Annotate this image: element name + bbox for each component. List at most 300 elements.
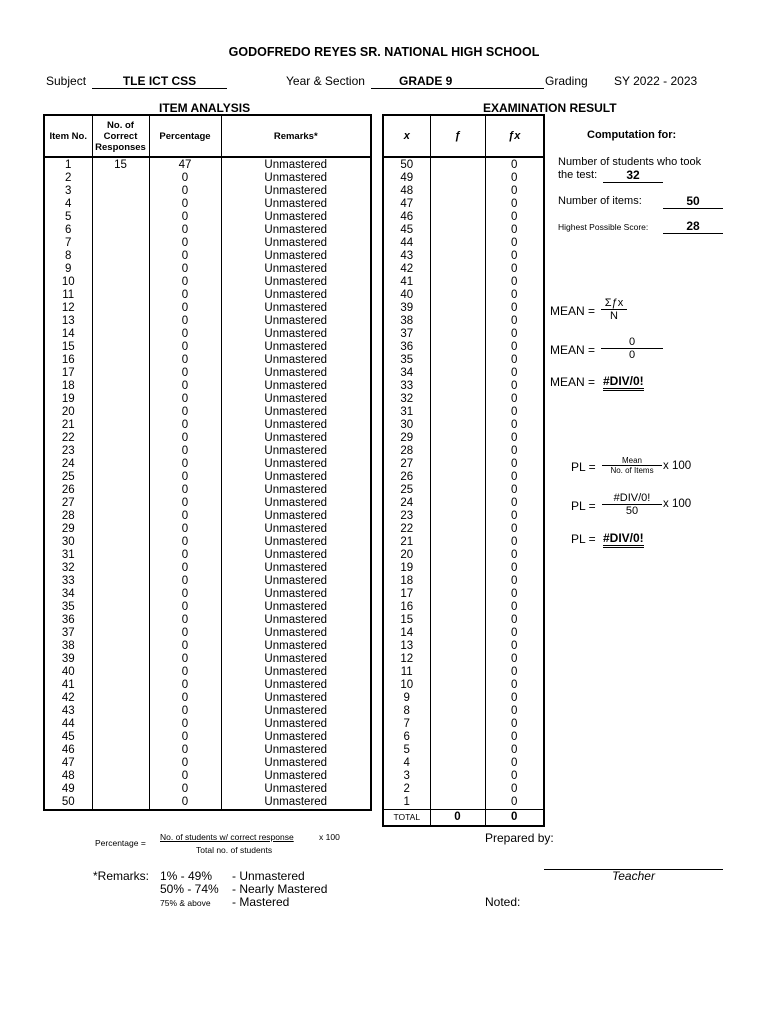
mean-formula-num: Σƒx: [601, 297, 627, 310]
table-row: [383, 510, 544, 523]
fx-cell: 0: [485, 224, 544, 237]
item-no-cell: 28: [44, 510, 92, 523]
item-no-cell: 14: [44, 328, 92, 341]
remarks-cell: Unmastered: [221, 653, 371, 666]
percentage-cell: 0: [149, 653, 221, 666]
fx-cell: 0: [485, 263, 544, 276]
item-no-cell: 3: [44, 185, 92, 198]
subject-value: TLE ICT CSS: [92, 74, 227, 89]
item-no-cell: 38: [44, 640, 92, 653]
f-cell: [430, 237, 485, 250]
table-row: [383, 354, 544, 367]
percentage-den: Total no. of students: [196, 845, 273, 855]
table-row: [44, 705, 371, 718]
x-cell: 36: [383, 341, 430, 354]
percentage-cell: 0: [149, 289, 221, 302]
correct-responses-cell: [92, 185, 149, 198]
item-no-cell: 5: [44, 211, 92, 224]
remarks-cell: Unmastered: [221, 731, 371, 744]
remarks-cell: Unmastered: [221, 770, 371, 783]
table-row: [44, 328, 371, 341]
remarks-cell: Unmastered: [221, 354, 371, 367]
fx-cell: 0: [485, 770, 544, 783]
f-cell: [430, 666, 485, 679]
fx-cell: 0: [485, 185, 544, 198]
table-row: [383, 757, 544, 770]
fx-cell: 0: [485, 289, 544, 302]
item-no-cell: 39: [44, 653, 92, 666]
legend-label-1: - Unmastered: [232, 869, 305, 883]
item-no-cell: 16: [44, 354, 92, 367]
table-row: [383, 497, 544, 510]
remarks-cell: Unmastered: [221, 796, 371, 810]
f-cell: [430, 497, 485, 510]
correct-responses-cell: [92, 679, 149, 692]
table-row: [383, 679, 544, 692]
table-row: [44, 575, 371, 588]
remarks-cell: Unmastered: [221, 627, 371, 640]
f-cell: [430, 536, 485, 549]
f-cell: [430, 471, 485, 484]
correct-responses-cell: [92, 705, 149, 718]
x-cell: 18: [383, 575, 430, 588]
legend-range-1: 1% - 49%: [160, 869, 213, 883]
percentage-cell: 0: [149, 432, 221, 445]
correct-responses-cell: [92, 341, 149, 354]
students-label-1: Number of students who took: [558, 156, 702, 168]
table-row: [383, 653, 544, 666]
fx-cell: 0: [485, 601, 544, 614]
table-row: [383, 380, 544, 393]
table-row: [44, 783, 371, 796]
fx-cell: 0: [485, 744, 544, 757]
table-row: [383, 601, 544, 614]
remarks-cell: Unmastered: [221, 276, 371, 289]
fx-cell: 0: [485, 614, 544, 627]
x-cell: 2: [383, 783, 430, 796]
x-cell: 12: [383, 653, 430, 666]
remarks-cell: Unmastered: [221, 484, 371, 497]
item-no-cell: 35: [44, 601, 92, 614]
correct-responses-cell: [92, 575, 149, 588]
percentage-cell: 0: [149, 549, 221, 562]
f-cell: [430, 575, 485, 588]
x-cell: 31: [383, 406, 430, 419]
percentage-cell: 0: [149, 588, 221, 601]
percentage-cell: 0: [149, 185, 221, 198]
students-value: 32: [603, 168, 663, 183]
correct-responses-cell: [92, 445, 149, 458]
x-cell: 41: [383, 276, 430, 289]
percentage-cell: 0: [149, 458, 221, 471]
f-cell: [430, 419, 485, 432]
percentage-cell: 0: [149, 380, 221, 393]
fx-cell: 0: [485, 380, 544, 393]
f-cell: [430, 640, 485, 653]
correct-responses-cell: [92, 510, 149, 523]
x-cell: 14: [383, 627, 430, 640]
item-no-cell: 8: [44, 250, 92, 263]
fx-cell: 0: [485, 445, 544, 458]
remarks-cell: Unmastered: [221, 679, 371, 692]
correct-responses-cell: [92, 289, 149, 302]
table-row: [383, 783, 544, 796]
fx-cell: 0: [485, 692, 544, 705]
item-no-cell: 31: [44, 549, 92, 562]
item-no-cell: 19: [44, 393, 92, 406]
fx-cell: 0: [485, 575, 544, 588]
percentage-cell: 0: [149, 341, 221, 354]
percentage-cell: 0: [149, 718, 221, 731]
table-row: [44, 315, 371, 328]
x-cell: 49: [383, 172, 430, 185]
percentage-times: x 100: [319, 832, 340, 842]
remarks-cell: Unmastered: [221, 549, 371, 562]
item-no-cell: 45: [44, 731, 92, 744]
percentage-cell: 0: [149, 263, 221, 276]
f-cell: [430, 393, 485, 406]
correct-responses-cell: 15: [92, 157, 149, 172]
correct-responses-cell: [92, 783, 149, 796]
item-no-cell: 47: [44, 757, 92, 770]
table-row: [383, 341, 544, 354]
remarks-cell: Unmastered: [221, 536, 371, 549]
x-cell: 6: [383, 731, 430, 744]
table-row: [383, 302, 544, 315]
mean-formula-den: N: [610, 310, 618, 322]
pl-result: #DIV/0!: [603, 531, 644, 548]
mean-label-2: MEAN =: [550, 343, 596, 357]
correct-responses-cell: [92, 614, 149, 627]
table-row: [44, 796, 371, 810]
fx-cell: 0: [485, 783, 544, 796]
table-row: [44, 250, 371, 263]
item-no-cell: 11: [44, 289, 92, 302]
table-row: [383, 157, 544, 172]
f-cell: [430, 627, 485, 640]
item-no-cell: 49: [44, 783, 92, 796]
f-cell: [430, 172, 485, 185]
remarks-cell: Unmastered: [221, 432, 371, 445]
table-row: [44, 510, 371, 523]
f-cell: [430, 757, 485, 770]
table-row: [44, 640, 371, 653]
students-label-2: the test:: [558, 169, 598, 181]
remarks-label: *Remarks:: [93, 869, 150, 883]
x-cell: 20: [383, 549, 430, 562]
correct-responses-cell: [92, 224, 149, 237]
remarks-cell: Unmastered: [221, 692, 371, 705]
remarks-cell: Unmastered: [221, 744, 371, 757]
item-no-cell: 6: [44, 224, 92, 237]
x-cell: 30: [383, 419, 430, 432]
table-row: [383, 588, 544, 601]
item-no-cell: 30: [44, 536, 92, 549]
table-row: [383, 172, 544, 185]
table-row: [383, 523, 544, 536]
x-cell: 9: [383, 692, 430, 705]
mean-num: 0: [601, 336, 663, 349]
table-row: [44, 211, 371, 224]
item-no-cell: 15: [44, 341, 92, 354]
fx-cell: 0: [485, 666, 544, 679]
item-no-cell: 26: [44, 484, 92, 497]
table-row: [383, 406, 544, 419]
table-row: [383, 562, 544, 575]
table-row: [383, 250, 544, 263]
remarks-cell: Unmastered: [221, 562, 371, 575]
remarks-cell: Unmastered: [221, 302, 371, 315]
x-cell: 17: [383, 588, 430, 601]
table-row: [383, 328, 544, 341]
x-cell: 5: [383, 744, 430, 757]
col-correct-responses: No. of Correct Responses: [92, 115, 149, 157]
remarks-cell: Unmastered: [221, 705, 371, 718]
table-row: [44, 419, 371, 432]
x-cell: 24: [383, 497, 430, 510]
table-row: [44, 172, 371, 185]
f-cell: [430, 562, 485, 575]
table-row: [44, 185, 371, 198]
remarks-cell: Unmastered: [221, 341, 371, 354]
percentage-cell: 0: [149, 302, 221, 315]
mean-den: 0: [628, 349, 636, 361]
fx-cell: 0: [485, 198, 544, 211]
correct-responses-cell: [92, 432, 149, 445]
remarks-cell: Unmastered: [221, 497, 371, 510]
fx-cell: 0: [485, 315, 544, 328]
percentage-cell: 0: [149, 523, 221, 536]
f-cell: [430, 705, 485, 718]
item-no-cell: 46: [44, 744, 92, 757]
x-cell: 39: [383, 302, 430, 315]
f-cell: [430, 250, 485, 263]
f-cell: [430, 302, 485, 315]
table-row: [383, 211, 544, 224]
exam-result-title: EXAMINATION RESULT: [483, 101, 617, 115]
x-cell: 1: [383, 796, 430, 810]
mean-label-3: MEAN =: [550, 375, 596, 389]
hps-label: Highest Possible Score:: [558, 222, 649, 232]
pl-num: #DIV/0!: [602, 492, 662, 505]
remarks-cell: Unmastered: [221, 523, 371, 536]
total-f: 0: [430, 810, 485, 827]
table-row: [383, 276, 544, 289]
percentage-cell: 0: [149, 536, 221, 549]
f-cell: [430, 692, 485, 705]
table-row: [383, 432, 544, 445]
table-row: [44, 718, 371, 731]
percentage-cell: 0: [149, 666, 221, 679]
items-value: 50: [663, 194, 723, 209]
percentage-cell: 0: [149, 692, 221, 705]
item-no-cell: 23: [44, 445, 92, 458]
hps-value: 28: [663, 219, 723, 234]
f-cell: [430, 783, 485, 796]
correct-responses-cell: [92, 393, 149, 406]
fx-cell: 0: [485, 157, 544, 172]
x-cell: 25: [383, 484, 430, 497]
fx-cell: 0: [485, 705, 544, 718]
remarks-cell: Unmastered: [221, 406, 371, 419]
f-cell: [430, 276, 485, 289]
fx-cell: 0: [485, 588, 544, 601]
table-row: [383, 536, 544, 549]
remarks-cell: Unmastered: [221, 666, 371, 679]
correct-responses-cell: [92, 562, 149, 575]
percentage-cell: 0: [149, 640, 221, 653]
f-cell: [430, 328, 485, 341]
mean-formula: [601, 297, 627, 322]
correct-responses-cell: [92, 380, 149, 393]
remarks-cell: Unmastered: [221, 393, 371, 406]
f-cell: [430, 796, 485, 810]
item-no-cell: 10: [44, 276, 92, 289]
legend-label-3: - Mastered: [232, 895, 290, 909]
correct-responses-cell: [92, 731, 149, 744]
item-no-cell: 32: [44, 562, 92, 575]
f-cell: [430, 263, 485, 276]
school-year: SY 2022 - 2023: [614, 74, 698, 88]
correct-responses-cell: [92, 458, 149, 471]
item-no-cell: 17: [44, 367, 92, 380]
table-row: [383, 198, 544, 211]
f-cell: [430, 718, 485, 731]
correct-responses-cell: [92, 536, 149, 549]
fx-cell: 0: [485, 328, 544, 341]
x-cell: 42: [383, 263, 430, 276]
f-cell: [430, 432, 485, 445]
fx-cell: 0: [485, 536, 544, 549]
correct-responses-cell: [92, 497, 149, 510]
percentage-cell: 0: [149, 471, 221, 484]
table-row: [383, 770, 544, 783]
pl-den: 50: [625, 505, 639, 517]
x-cell: 22: [383, 523, 430, 536]
remarks-cell: Unmastered: [221, 718, 371, 731]
table-row: [44, 601, 371, 614]
total-label: TOTAL: [383, 810, 430, 827]
x-cell: 15: [383, 614, 430, 627]
percentage-num: No. of students w/ correct response: [160, 832, 294, 842]
table-row: [44, 445, 371, 458]
x-cell: 10: [383, 679, 430, 692]
remarks-cell: Unmastered: [221, 157, 371, 172]
remarks-cell: Unmastered: [221, 289, 371, 302]
prepared-by-label: Prepared by:: [485, 831, 554, 845]
table-row: [383, 627, 544, 640]
fx-cell: 0: [485, 354, 544, 367]
remarks-cell: Unmastered: [221, 367, 371, 380]
x-cell: 43: [383, 250, 430, 263]
mean-result: #DIV/0!: [603, 374, 644, 391]
correct-responses-cell: [92, 419, 149, 432]
percentage-cell: 0: [149, 484, 221, 497]
percentage-cell: 0: [149, 211, 221, 224]
f-cell: [430, 341, 485, 354]
percentage-cell: 0: [149, 354, 221, 367]
table-row: [383, 731, 544, 744]
table-row: [383, 224, 544, 237]
remarks-cell: Unmastered: [221, 185, 371, 198]
item-no-cell: 21: [44, 419, 92, 432]
fx-cell: 0: [485, 419, 544, 432]
fx-cell: 0: [485, 549, 544, 562]
x-cell: 46: [383, 211, 430, 224]
item-no-cell: 43: [44, 705, 92, 718]
correct-responses-cell: [92, 484, 149, 497]
x-cell: 13: [383, 640, 430, 653]
remarks-cell: Unmastered: [221, 224, 371, 237]
col-f: ƒ: [430, 115, 485, 157]
fx-cell: 0: [485, 731, 544, 744]
fx-cell: 0: [485, 458, 544, 471]
percentage-cell: 0: [149, 224, 221, 237]
percentage-cell: 0: [149, 315, 221, 328]
percentage-cell: 0: [149, 770, 221, 783]
f-cell: [430, 198, 485, 211]
table-row: [44, 588, 371, 601]
table-row: [44, 289, 371, 302]
item-no-cell: 48: [44, 770, 92, 783]
fx-cell: 0: [485, 250, 544, 263]
table-row: [44, 198, 371, 211]
correct-responses-cell: [92, 653, 149, 666]
item-no-cell: 42: [44, 692, 92, 705]
x-cell: 38: [383, 315, 430, 328]
fx-cell: 0: [485, 640, 544, 653]
percentage-cell: 0: [149, 237, 221, 250]
fx-cell: 0: [485, 796, 544, 810]
pl-label-3: PL =: [571, 532, 596, 546]
remarks-cell: Unmastered: [221, 471, 371, 484]
x-cell: 34: [383, 367, 430, 380]
col-fx: ƒx: [485, 115, 544, 157]
table-row: [44, 263, 371, 276]
f-cell: [430, 679, 485, 692]
fx-cell: 0: [485, 757, 544, 770]
x-cell: 21: [383, 536, 430, 549]
remarks-cell: Unmastered: [221, 211, 371, 224]
items-label: Number of items:: [558, 195, 642, 207]
table-row: [44, 237, 371, 250]
correct-responses-cell: [92, 523, 149, 536]
mean-values: [601, 336, 663, 361]
item-no-cell: 13: [44, 315, 92, 328]
percentage-cell: 0: [149, 510, 221, 523]
x-cell: 29: [383, 432, 430, 445]
percentage-cell: 0: [149, 172, 221, 185]
legend-range-2: 50% - 74%: [160, 882, 219, 896]
table-row: [44, 536, 371, 549]
fx-cell: 0: [485, 718, 544, 731]
table-row: [44, 523, 371, 536]
table-row: [383, 796, 544, 810]
school-name: GODOFREDO REYES SR. NATIONAL HIGH SCHOOL: [228, 45, 540, 59]
remarks-cell: Unmastered: [221, 328, 371, 341]
item-no-cell: 25: [44, 471, 92, 484]
percentage-cell: 0: [149, 393, 221, 406]
table-row: [44, 432, 371, 445]
grading-label: Grading: [545, 74, 588, 88]
year-section-label: Year & Section: [286, 74, 365, 88]
item-no-cell: 34: [44, 588, 92, 601]
table-row: [44, 354, 371, 367]
table-row: [44, 406, 371, 419]
table-row: [44, 549, 371, 562]
f-cell: [430, 601, 485, 614]
table-row: [44, 770, 371, 783]
